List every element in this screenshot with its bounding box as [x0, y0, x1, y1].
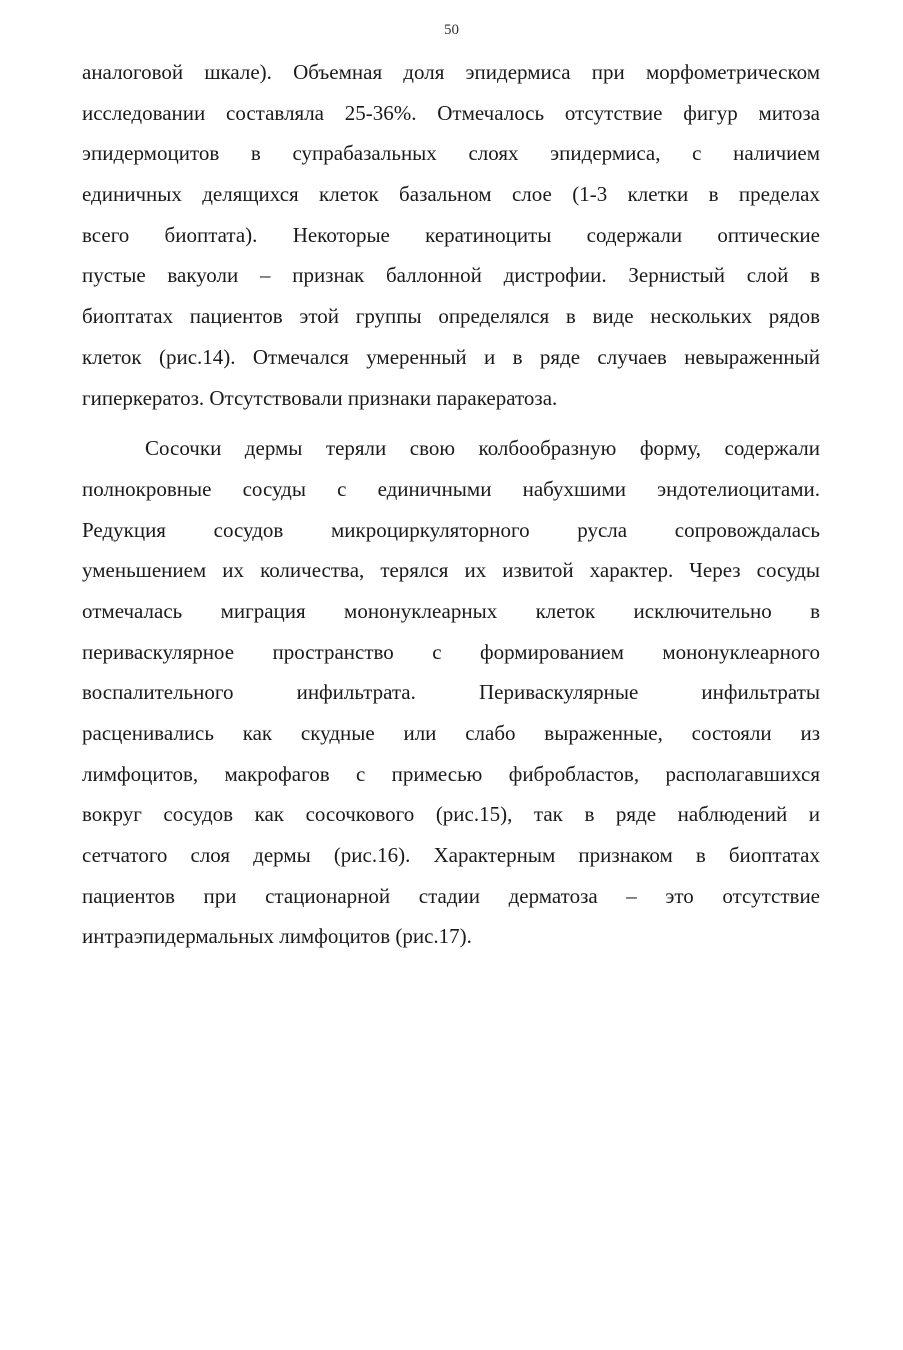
text-line: полнокровные сосуды с единичными набухшими эндотелиоцитами. [82, 476, 820, 501]
text-line: эпидермоцитов в супрабазальных слоях эпидермиса, с наличием [82, 141, 820, 166]
paragraph-2 [82, 428, 820, 957]
text-line: гиперкератоз. Отсутствовали признаки паракератоза. [82, 385, 558, 410]
text-line: уменьшением их количества, терялся их извитой характер. Через сосуды [82, 558, 820, 583]
text-line: Сосочки дермы теряли свою колбообразную форму, содержали [145, 436, 820, 461]
text-line: пациентов при стационарной стадии дерматоза – это отсутствие [82, 883, 820, 908]
text-line: клеток (рис.14). Отмечался умеренный и в ряде случаев невыраженный [82, 344, 820, 369]
text-line: Редукция сосудов микроциркуляторного русла сопровождалась [82, 517, 820, 542]
paragraph-gap [82, 418, 820, 428]
text-line: воспалительного инфильтрата. Периваскулярные инфильтраты [82, 680, 820, 705]
text-line: интраэпидермальных лимфоцитов (рис.17). [82, 924, 472, 949]
text-line: исследовании составляла 25-36%. Отмечалось отсутствие фигур митоза [82, 100, 820, 125]
text-line: лимфоцитов, макрофагов с примесью фибробластов, располагавшихся [82, 761, 820, 786]
paragraph-1 [82, 52, 820, 418]
text-line: отмечалась миграция мононуклеарных клеток исключительно в [82, 598, 820, 623]
page-number: 50 [444, 22, 459, 38]
text-line: пустые вакуоли – признак баллонной дистрофии. Зернистый слой в [82, 263, 820, 288]
text-line: сетчатого слоя дермы (рис.16). Характерным признаком в биоптатах [82, 843, 820, 868]
text-line: расценивались как скудные или слабо выраженные, состояли из [82, 721, 820, 745]
text-line: единичных делящихся клеток базальном слое (1-3 клетки в пределах [82, 182, 820, 207]
text-line: периваскулярное пространство с формированием мононуклеарного [82, 639, 820, 664]
text-line: биоптатах пациентов этой группы определялся в виде нескольких рядов [82, 304, 820, 329]
text-line: вокруг сосудов как сосочкового (рис.15), так в ряде наблюдений и [82, 802, 820, 827]
text-line: аналоговой шкале). Объемная доля эпидермиса при морфометрическом [82, 60, 820, 84]
document-body [82, 52, 820, 957]
text-line: всего биоптата). Некоторые кератиноциты содержали оптические [82, 222, 820, 247]
